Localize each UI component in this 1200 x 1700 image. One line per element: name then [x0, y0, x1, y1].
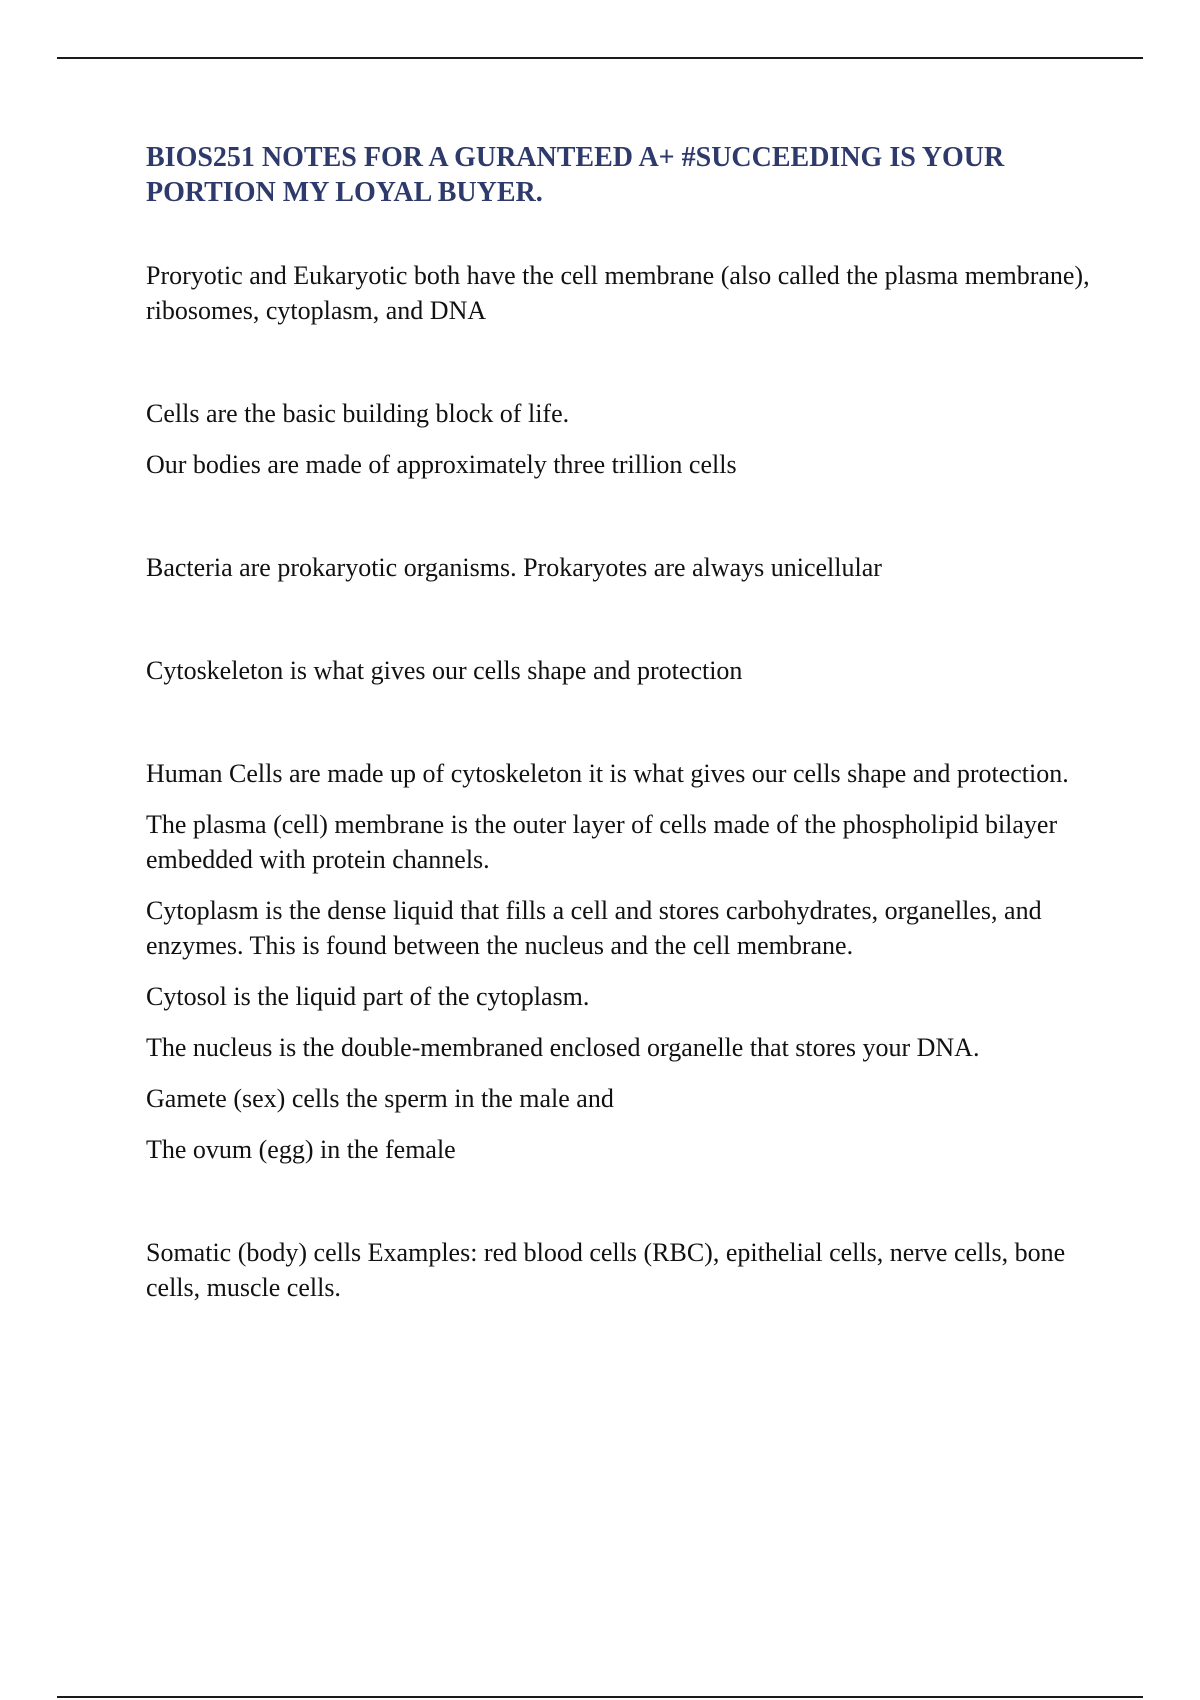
paragraph-cytoskeleton: Cytoskeleton is what gives our cells shape and protection: [146, 656, 743, 685]
paragraph-somatic-cells: Somatic (body) cells Examples: red blood cells (RBC), epithelial cells, nerve cells, bone cells, muscle cells.: [146, 1238, 1066, 1302]
document-title: BIOS251 NOTES FOR A GURANTEED A+ #SUCCEEDING IS YOUR PORTION MY LOYAL BUYER.: [146, 142, 1005, 208]
paragraph-bacteria: Bacteria are prokaryotic organisms. Prokaryotes are always unicellular: [146, 553, 882, 582]
paragraph-human-cells: Human Cells are made up of cytoskeleton it is what gives our cells shape and protection.: [146, 759, 1069, 788]
paragraph-prokaryotic-eukaryotic: Proryotic and Eukaryotic both have the cell membrane (also called the plasma membrane), ribosomes, cytoplasm, and DNA: [146, 261, 1090, 325]
paragraph-cytoplasm: Cytoplasm is the dense liquid that fills a cell and stores carbohydrates, organelles, and enzymes. This is found between the nucleus and the cell membrane.: [146, 896, 1042, 960]
paragraph-gamete-cells: Gamete (sex) cells the sperm in the male and: [146, 1084, 614, 1113]
paragraph-cytosol: Cytosol is the liquid part of the cytoplasm.: [146, 982, 590, 1011]
paragraph-ovum: The ovum (egg) in the female: [146, 1135, 456, 1164]
paragraph-trillion-cells: Our bodies are made of approximately three trillion cells: [146, 450, 737, 479]
paragraph-nucleus: The nucleus is the double-membraned enclosed organelle that stores your DNA.: [146, 1033, 980, 1062]
bottom-rule: [57, 1696, 1143, 1698]
paragraph-cells-building-block: Cells are the basic building block of life.: [146, 399, 570, 428]
top-rule: [57, 57, 1143, 59]
paragraph-plasma-membrane: The plasma (cell) membrane is the outer layer of cells made of the phospholipid bilayer embedded with protein channels.: [146, 810, 1058, 874]
document-body: [146, 140, 1096, 1305]
